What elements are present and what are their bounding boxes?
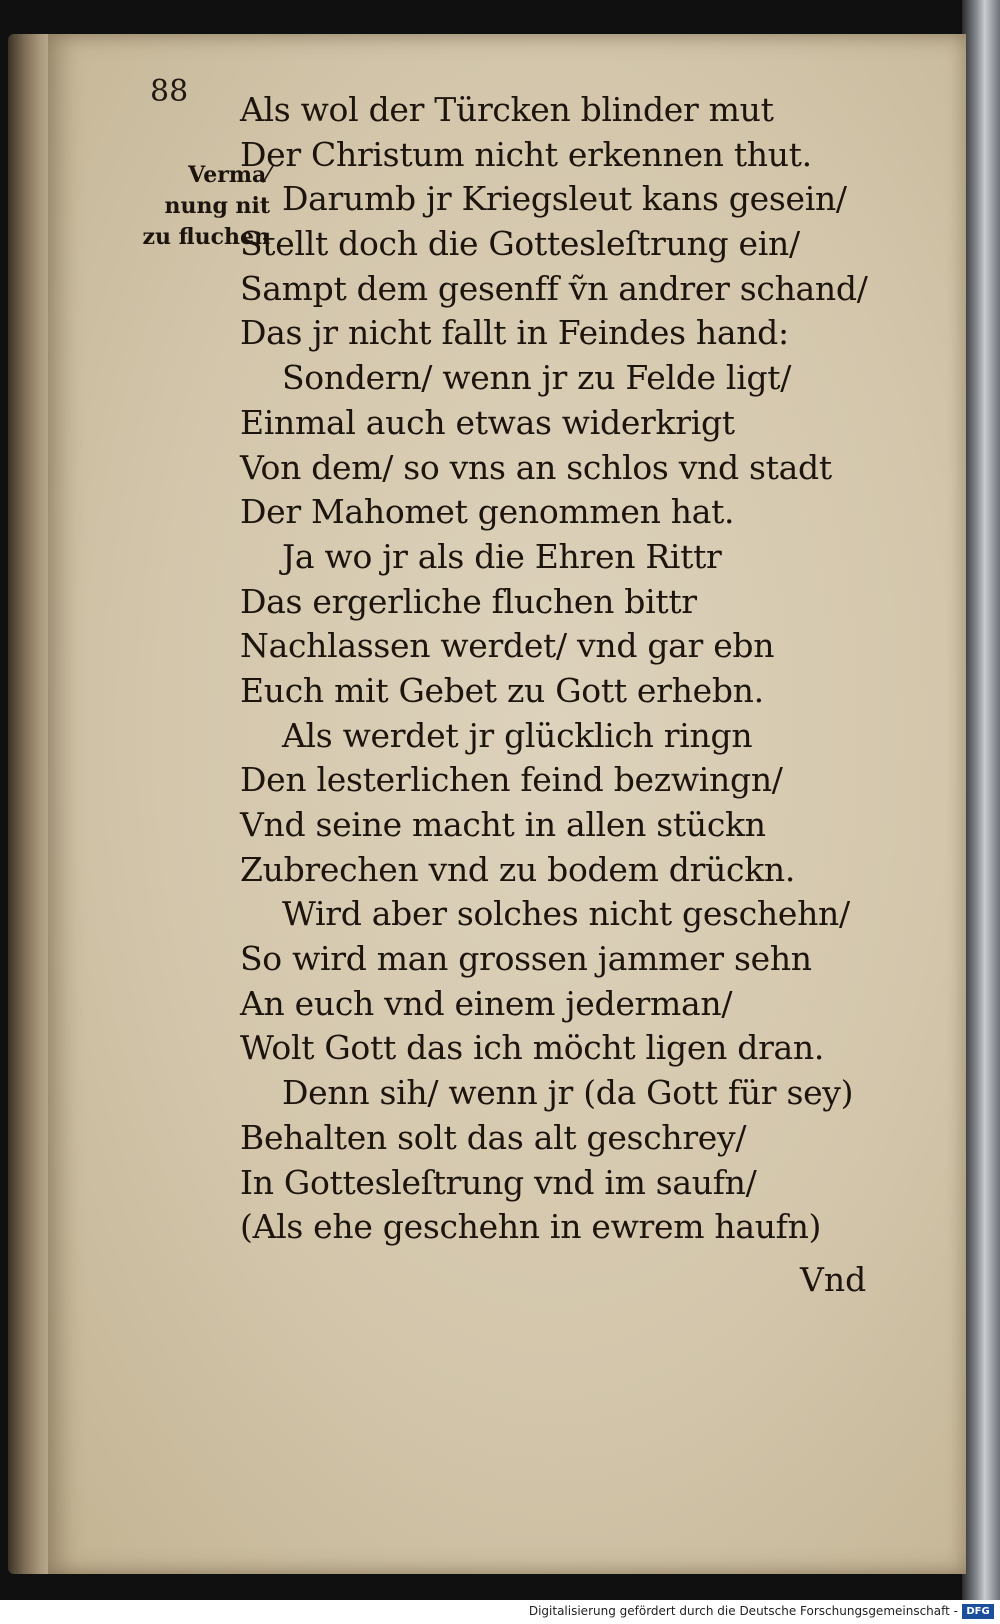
marginal-note-line: zu fluchen — [142, 224, 270, 250]
catchword: Vnd — [800, 1260, 867, 1299]
verse-line: Als wol der Türcken blinder mut — [240, 90, 774, 129]
verse-line: Sampt dem gesenff ṽn andrer schand/ — [240, 268, 868, 308]
verse-line: Stellt doch die Gottesleſtrung ein/ — [240, 224, 800, 264]
verse-line: Euch mit Gebet zu Gott erhebn. — [240, 670, 764, 710]
verse-line: Denn sih/ wenn jr (da Gott für sey) — [282, 1073, 854, 1113]
verse-line: An euch vnd einem jederman/ — [240, 983, 733, 1023]
verse-line: Das jr nicht fallt in Feindes hand: — [240, 313, 789, 353]
verse-line: Einmal auch etwas widerkrigt — [240, 402, 735, 442]
verse-line: Wird aber solches nicht geschehn/ — [282, 894, 850, 934]
marginal-note-line: Verma⁄ — [188, 162, 270, 188]
verse-line: Wolt Gott das ich möcht ligen dran. — [240, 1028, 825, 1068]
verse-line: Zubrechen vnd zu bodem drückn. — [240, 849, 796, 889]
verse-line: (Als ehe geschehn in ewrem haufn) — [240, 1207, 822, 1247]
dfg-logo: DFG — [962, 1604, 994, 1619]
footer-bar — [0, 1600, 1000, 1624]
scan-right-edge — [962, 0, 1000, 1600]
verse-line: Von dem/ so vns an schlos vnd stadt — [240, 447, 832, 487]
verse-line: Den lesterlichen feind bezwingn/ — [240, 760, 783, 800]
verse-line: Der Christum nicht erkennen thut. — [240, 134, 812, 174]
verse-line: Als werdet jr glücklich ringn — [282, 715, 753, 755]
verse-line: Ja wo jr als die Ehren Rittr — [282, 536, 722, 576]
verse-line: Vnd seine macht in allen stückn — [240, 805, 766, 844]
verse-line: Nachlassen werdet/ vnd gar ebn — [240, 626, 775, 666]
verse-line: So wird man grossen jammer sehn — [240, 939, 812, 979]
verse-line: Behalten solt das alt geschrey/ — [240, 1117, 747, 1157]
verse-line: Sondern/ wenn jr zu Felde ligt/ — [282, 358, 792, 398]
verse-line: Darumb jr Kriegsleut kans gesein/ — [282, 179, 847, 219]
verse-block — [240, 88, 940, 1250]
marginal-note-line: nung nit — [164, 193, 270, 219]
verse-line: Der Mahomet genommen hat. — [240, 492, 735, 532]
verse-line: Das ergerliche fluchen bittr — [240, 581, 697, 621]
verse-line: In Gottesleſtrung vnd im saufn/ — [240, 1162, 757, 1202]
page-number: 88 — [150, 74, 189, 109]
funding-credit: Digitalisierung gefördert durch die Deutsche Forschungsgemeinschaft - — [528, 1604, 958, 1618]
